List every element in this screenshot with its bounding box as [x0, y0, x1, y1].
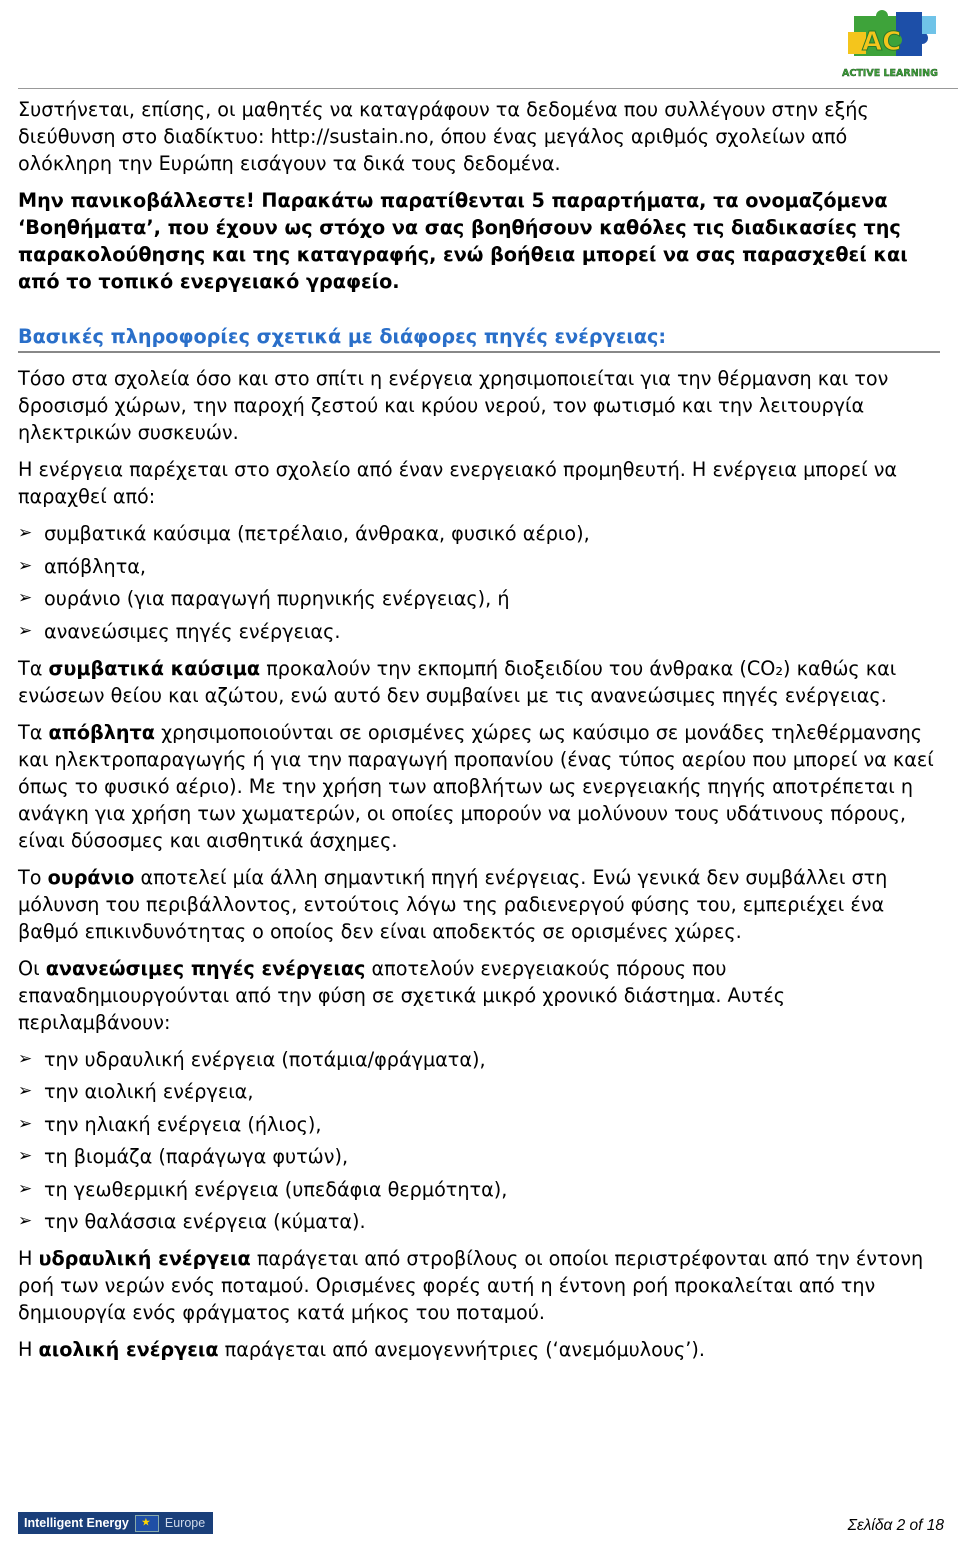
page-footer: [0, 1500, 960, 1540]
list-item: ➢ ουράνιο (για παραγωγή πυρηνικής ενέργειας), ή: [18, 587, 510, 610]
arrow-bullet-icon: ➢: [18, 1113, 33, 1134]
active-learning-logo: [840, 6, 944, 82]
list-item: ➢ ανανεώσιμες πηγές ενέργειας.: [18, 619, 341, 643]
header-rule: [18, 88, 958, 89]
energy-supply-paragraph: Η ενέργεια παρέχεται στο σχολείο από έναν ενεργειακό προμηθευτή. Η ενέργεια μπορεί να παραχθεί από:: [18, 458, 898, 508]
arrow-bullet-icon: ➢: [18, 1048, 33, 1069]
list-item: ➢ την θαλάσσια ενέργεια (κύματα).: [18, 1210, 366, 1233]
content: [18, 96, 940, 1373]
fuels-paragraph: Τα συμβατικά καύσιμα προκαλούν την εκπομπή διοξειδίου του άνθρακα (CO₂) καθώς και ενώσεων θείου και αζώτου, ενώ αυτό δεν συμβαίνει με τις ανανεώσιμες πηγές ενέργειας.: [18, 656, 897, 707]
eu-flag-icon: [135, 1515, 159, 1532]
list-item: ➢ την αιολική ενέργεια,: [18, 1080, 254, 1103]
uranium-paragraph: Το ουράνιο αποτελεί μία άλλη σημαντική πηγή ενέργειας. Ενώ γενικά δεν συμβάλλει στη μόλυνση του περιβάλλοντος, εντούτοις λόγω της ραδιενεργού φύσης του, εμπεριέχει ένα βαθμό επικινδυνότητας ο οποίος δεν είναι αποδεκτός σε ορισμένες χώρες.: [18, 865, 888, 943]
arrow-bullet-icon: ➢: [18, 555, 33, 576]
renewables-paragraph: Οι ανανεώσιμες πηγές ενέργειας αποτελούν ενεργειακούς πόρους που επαναδημιουργούνται από την φύση σε σχετικά μικρό χρονικό διάστημα. Αυτές περιλαμβάνουν:: [18, 956, 785, 1034]
svg-text:AC: AC: [862, 27, 902, 57]
arrow-bullet-icon: ➢: [18, 620, 33, 641]
intro-note-paragraph: Μην πανικοβάλλεστε! Παρακάτω παρατίθενται 5 παραρτήματα, τα ονομαζόμενα ‘Βοηθήματα’, που έχουν ως στόχο να σας βοηθήσουν καθόλες τις διαδικασίες της παρακολούθησης και της καταγραφής, ενώ βοήθεια μπορεί να σας παρασχεθεί και από το τοπικό ενεργειακό γραφείο.: [18, 189, 908, 293]
arrow-bullet-icon: ➢: [18, 1081, 33, 1101]
svg-text:ACTIVE LEARNING: ACTIVE LEARNING: [842, 68, 938, 79]
waste-paragraph: Τα απόβλητα χρησιμοποιούνται σε ορισμένες χώρες ως καύσιμο σε μονάδες τηλεθέρμανσης και ηλεκτροπαραγωγής ή για την παραγωγή προπανίου (ένας τύπος αερίου που μπορεί να καεί όπως το φυσικό αέριο). Με την χρήση των αποβλήτων ως ενεργειακής πηγής αποτρέπεται η ανάγκη για χρήση των χωματερών, οι οποίες μπορούν να μολύνουν τους υδάτινους πόρους, είναι δύσοσμες και αισθητικά άσχημες.: [18, 720, 934, 852]
page-number: Σελίδα 2 of 18: [847, 1517, 944, 1534]
energy-sources-list: [18, 520, 940, 645]
hydro-paragraph: Η υδραυλική ενέργεια παράγεται από στροβίλους οι οποίοι περιστρέφονται από την έντονη ροή των νερών ενός ποταμού. Ορισμένες φορές αυτή η έντονη ροή προκαλείται από την δημιουργία ενός φράγματος κατά μήκος του ποταμού.: [18, 1247, 924, 1324]
intro-paragraph: Συστήνεται, επίσης, οι μαθητές να καταγράφουν τα δεδομένα που συλλέγουν στην εξής διεύθυνση στο διαδίκτυο: http://sustain.no, όπου ένας μεγάλος αριθμός σχολείων από ολόκληρη την Ευρώπη εισάγουν τα δικά τους δεδομένα.: [18, 98, 869, 175]
arrow-bullet-icon: ➢: [18, 1146, 33, 1166]
energy-use-paragraph: Τόσο στα σχολεία όσο και στο σπίτι η ενέργεια χρησιμοποιείται για την θέρμανση και τον δροσισμό χώρων, την παροχή ζεστού και κρύου νερού, τον φωτισμό και την λειτουργία ηλεκτρικών συσκευών.: [18, 367, 889, 444]
puzzle-logo-icon: [840, 6, 944, 82]
wind-paragraph: Η αιολική ενέργεια παράγεται από ανεμογεννήτριες (‘ανεμόμυλους’).: [18, 1338, 705, 1361]
list-item: ➢ την ηλιακή ενέργεια (ήλιος),: [18, 1112, 322, 1136]
arrow-bullet-icon: ➢: [18, 523, 33, 543]
arrow-bullet-icon: ➢: [18, 1211, 33, 1231]
list-item: ➢ συμβατικά καύσιμα (πετρέλαιο, άνθρακα, φυσικό αέριο),: [18, 522, 590, 545]
list-item: ➢ απόβλητα,: [18, 554, 146, 578]
arrow-bullet-icon: ➢: [18, 1178, 33, 1199]
list-item: ➢ την υδραυλική ενέργεια (ποτάμια/φράγματα),: [18, 1047, 486, 1071]
arrow-bullet-icon: ➢: [18, 588, 33, 608]
list-item: ➢ τη γεωθερμική ενέργεια (υπεδάφια θερμότητα),: [18, 1177, 508, 1201]
intelligent-energy-logo: Intelligent Energy ★ Europe: [18, 1512, 213, 1534]
section-heading: Βασικές πληροφορίες σχετικά με διάφορες πηγές ενέργειας:: [18, 323, 940, 353]
list-item: ➢ τη βιομάζα (παράγωγα φυτών),: [18, 1145, 349, 1168]
renewables-list: [18, 1046, 940, 1236]
